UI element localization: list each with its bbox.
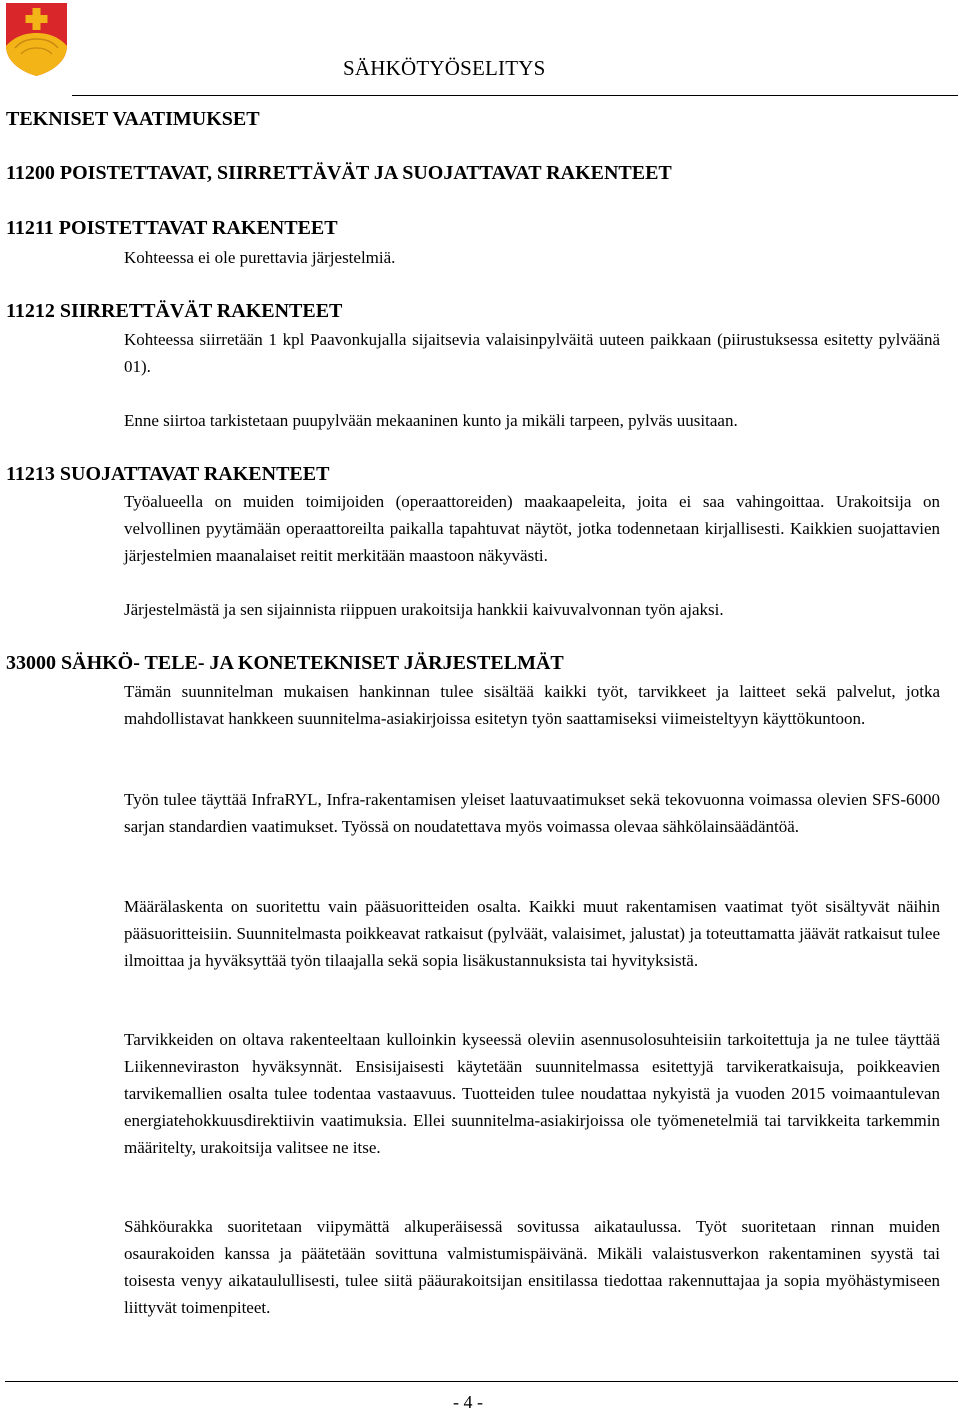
section-heading-11212: 11212 SIIRRETTÄVÄT RAKENTEET (6, 300, 343, 322)
section-heading-11211: 11211 POISTETTAVAT RAKENTEET (6, 217, 338, 239)
paragraph-11213-1: Työalueella on muiden toimijoiden (operaattoreiden) maakaapeleita, joita ei saa vahingoittaa. Urakoitsija on velvollinen pyytämään operaattoreilta paikalla tapahtuvat näytöt, jotka todennetaan kirjallisesti. Kaikkien suojattavien järjestelmien maanalaiset reitit merkitään maastoon näkyvästi. (124, 492, 940, 565)
municipal-crest-logo (5, 2, 68, 77)
paragraph-11212-1: Kohteessa siirretään 1 kpl Paavonkujalla sijaitsevia valaisinpylväitä uuteen paikkaan (piirustuksessa esitetty pylväänä 01). (124, 330, 940, 376)
document-title: SÄHKÖTYÖSELITYS (343, 56, 546, 80)
paragraph-33000-1: Tämän suunnitelman mukaisen hankinnan tulee sisältää kaikki työt, tarvikkeet ja laitteet sekä palvelut, jotka mahdollistavat hankkeen suunnitelma-asiakirjoissa esitetyn työn saattamiseksi viimeisteltyyn käyttökuntoon. (124, 682, 940, 728)
section-heading-11213: 11213 SUOJATTAVAT RAKENTEET (6, 463, 330, 485)
paragraph-11213-2: Järjestelmästä ja sen sijainnista riippuen urakoitsija hankkii kaivuvalvonnan työn ajaksi. (124, 600, 724, 619)
header-divider (72, 95, 958, 96)
paragraph-11212-2: Enne siirtoa tarkistetaan puupylvään mekaaninen kunto ja mikäli tarpeen, pylväs uusitaan. (124, 411, 738, 430)
paragraph-11211: Kohteessa ei ole purettavia järjestelmiä. (124, 248, 396, 267)
section-heading-33000: 33000 SÄHKÖ- TELE- JA KONETEKNISET JÄRJESTELMÄT (6, 652, 564, 674)
paragraph-33000-2: Työn tulee täyttää InfraRYL, Infra-rakentamisen yleiset laatuvaatimukset sekä tekovuonna voimassa olevien SFS-6000 sarjan standardien vaatimukset. Työssä on noudatettava myös voimassa olevaa sähkölainsäädäntöä. (124, 790, 940, 836)
section-heading-tekniset: TEKNISET VAATIMUKSET (6, 108, 260, 130)
footer-divider (5, 1381, 958, 1382)
paragraph-33000-5: Sähköurakka suoritetaan viipymättä alkuperäisessä sovitussa aikataulussa. Työt suoritetaan rinnan muiden osaurakoiden kanssa ja päätetään sovittuna valmistumispäivänä. Mikäli valaistusverkon rakentaminen syystä tai toisesta venyy aikataulullisesti, tulee siitä pääurakoitsijan ensitilassa tiedottaa rakennuttajaa ja sopia myöhästymiseen liittyvät toimenpiteet. (124, 1217, 940, 1317)
paragraph-33000-4: Tarvikkeiden on oltava rakenteeltaan kulloinkin kyseessä oleviin asennusolosuhteisiin tarkoitettuja ja ne tulee täyttää Liikenneviraston hyväksynnät. Ensisijaisesti käytetään suunnitelmassa esitettyjä tarvikeratkaisuja, poikkeavien tarvikemallien osalta tulee todentaa vastaavuus. Tuotteiden tulee noudattaa nykyistä ja vuoden 2015 voimaantulevan energiatehokkuusdirektiivin vaatimuksia. Ellei suunnitelma-asiakirjoissa ole työmenetelmiä tai tarvikkeita tarkemmin määritelty, urakoitsija valitsee ne itse. (124, 1030, 940, 1157)
section-heading-11200: 11200 POISTETTAVAT, SIIRRETTÄVÄT JA SUOJATTAVAT RAKENTEET (6, 162, 672, 184)
paragraph-33000-3: Määrälaskenta on suoritettu vain pääsuoritteiden osalta. Kaikki muut rakentamisen vaatimat työt sisältyvät näihin pääsuoritteisiin. Suunnitelmasta poikkeavat ratkaisut (pylväät, valaisimet, jalustat) ja toteuttamatta jäävät ratkaisut tulee ilmoittaa ja hyväksyttää työn tilaajalla sekä sopia lisäkustannuksista tai hyvityksistä. (124, 897, 940, 970)
page-number: - 4 - (453, 1392, 483, 1412)
